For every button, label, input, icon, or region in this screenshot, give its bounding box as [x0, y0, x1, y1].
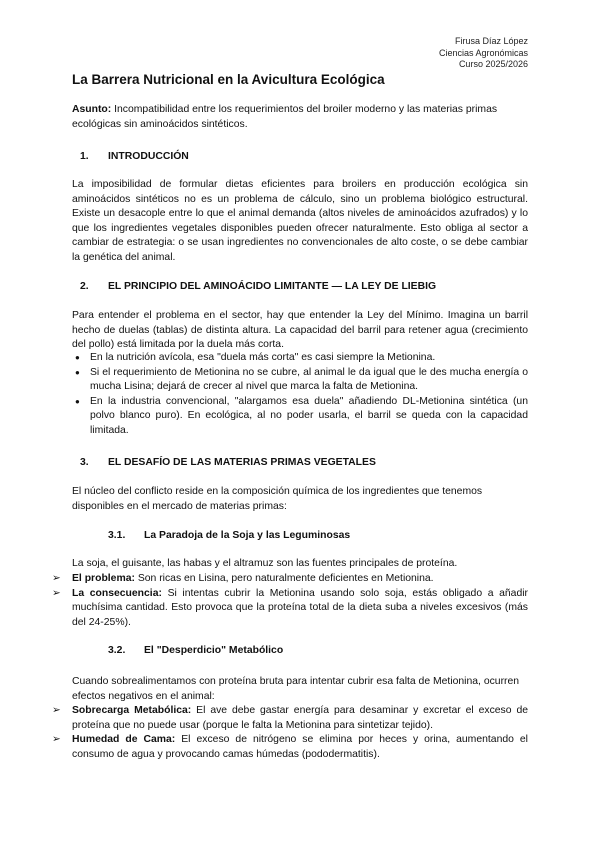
arrow-bullet-icon: ➢: [52, 705, 61, 716]
section-title: EL PRINCIPIO DEL AMINOÁCIDO LIMITANTE — LA LEY DE LIEBIG: [108, 281, 437, 292]
subsection-number: 3.1.: [108, 530, 126, 541]
item-text: Si intentas cubrir la Metionina usando solo soja, estás obligado a añadir muchísima cantidad. Esto provoca que la proteína total de la dieta suba a niveles excesivos (más del 24-25%).: [72, 587, 528, 628]
list-item: ● En la industria convencional, "alargamos esa duela" añadiendo DL-Metionina sintética (un polvo blanco puro). En ecológica, al no poder usarla, el barril se queda con la capacidad limitada.: [72, 395, 528, 439]
item-label: El problema:: [72, 573, 135, 584]
subject-label: Asunto:: [72, 104, 112, 115]
list-item: ● Si el requerimiento de Metionina no se cubre, al animal le da igual que le des mucha energía o mucha Lisina; dejará de crecer al nivel que marca la falta de Metionina.: [72, 366, 528, 395]
section-number: 1.: [80, 151, 89, 162]
section-2-heading: [80, 281, 436, 292]
item-text: El exceso de nitrógeno se elimina por heces y orina, aumentando el consumo de agua y provocando camas húmedas (pododermatitis).: [72, 734, 528, 760]
item-label: Sobrecarga Metabólica:: [72, 705, 192, 716]
subsection-3-2-heading: [108, 645, 283, 656]
subject-paragraph: [72, 103, 528, 132]
subject-text: Incompatibilidad entre los requerimientos del broiler moderno y las materias primas ecológicas sin aminoácidos sintéticos.: [72, 104, 498, 130]
page-header: [439, 36, 528, 71]
subsection-title: El "Desperdicio" Metabólico: [144, 645, 284, 656]
list-item: [52, 733, 528, 762]
arrow-bullet-icon: ➢: [52, 573, 61, 584]
section-2-paragraph: Para entender el problema en el sector, hay que entender la Ley del Mínimo. Imagina un barril hecho de duelas (tablas) de distinta altura. La capacidad del barril para retener agua (crecimiento del pollo) está limitada por la duela más corta.: [72, 310, 528, 350]
section-title: EL DESAFÍO DE LAS MATERIAS PRIMAS VEGETALES: [108, 457, 376, 468]
section-number: 3.: [80, 457, 89, 468]
list-item: [52, 587, 528, 631]
section-title: INTRODUCCIÓN: [108, 151, 189, 162]
list-item: [52, 704, 528, 733]
course-year: Curso 2025/2026: [458, 59, 528, 69]
subsection-3-2-list: [52, 704, 528, 762]
arrow-bullet-icon: ➢: [52, 587, 61, 599]
section-1-heading: [80, 151, 189, 162]
section-3-heading: [80, 457, 376, 468]
item-label: Humedad de Cama:: [72, 734, 176, 745]
author-name: Firusa Díaz López: [454, 36, 528, 46]
section-1-paragraph: La imposibilidad de formular dietas eficientes para broilers en producción ecológica sin aminoácidos sintéticos no es un problema de cálculo, sino un problema biológico estructural. Existe un desacople entre lo que el animal demanda (altos niveles de aminoácidos azufrados) y lo que los ingredientes vegetales disponibles pueden ofrecer naturalmente. Esto obliga al sector a cambiar de estrategia: o se usan ingredientes no convencionales de alto coste, o se debe cambiar la genética del animal.: [72, 179, 528, 263]
item-label: La consecuencia:: [72, 587, 162, 599]
list-item: [52, 572, 528, 587]
subsection-number: 3.2.: [108, 645, 126, 656]
document-title: La Barrera Nutricional en la Avicultura Ecológica: [72, 72, 385, 87]
subsection-3-1-list: [52, 572, 528, 630]
item-text: El ave debe gastar energía para desaminar y excretar el exceso de proteína que no puede usar (porque le falta la Metionina para sintetizar tejido).: [72, 705, 528, 731]
section-2-bullet-list: [72, 351, 528, 438]
section-3-paragraph: El núcleo del conflicto reside en la composición química de los ingredientes que tenemos disponibles en el mercado de materias primas:: [72, 486, 483, 512]
subsection-3-1-intro: La soja, el guisante, las habas y el altramuz son las fuentes principales de proteína.: [72, 558, 458, 569]
subsection-3-1-heading: [108, 530, 350, 541]
subsection-title: La Paradoja de la Soja y las Leguminosas: [144, 530, 351, 541]
course-name: Ciencias Agronómicas: [438, 47, 528, 58]
list-item: ● En la nutrición avícola, esa "duela más corta" es casi siempre la Metionina.: [72, 351, 528, 366]
subsection-3-2-intro: Cuando sobrealimentamos con proteína bruta para intentar cubrir esa falta de Metionina, ocurren efectos negativos en el animal:: [72, 676, 520, 702]
item-text: Son ricas en Lisina, pero naturalmente deficientes en Metionina.: [137, 573, 434, 584]
section-number: 2.: [80, 281, 89, 292]
arrow-bullet-icon: ➢: [52, 734, 61, 745]
